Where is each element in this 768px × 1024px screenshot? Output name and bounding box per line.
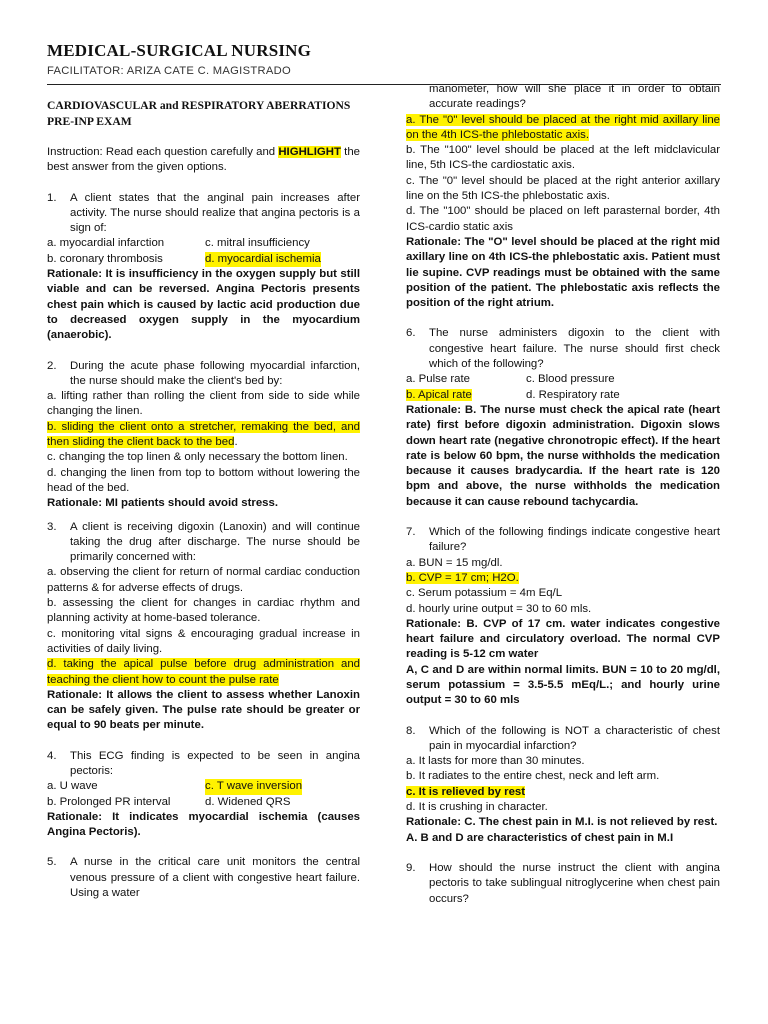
- left-column: [47, 96, 360, 901]
- option-d: d. Widened QRS: [205, 795, 291, 808]
- question-4: 4. This ECG finding is expected to be seen in angina pectoris: a. U wave c. T wave inversion b. Prolonged PR interval d. Widened QRS Rationale: It indicates myocardial ischemia (causes Angina Pectoris).: [47, 749, 360, 841]
- instruction: Instruction: Read each question carefully and HIGHLIGHT the best answer from the given options.: [47, 146, 360, 174]
- question-text: A client is receiving digoxin (Lanoxin) and will continue taking the drug after discharge. The nurse should be primarily concerned with:: [70, 520, 360, 564]
- option-a: a. Pulse rate: [406, 373, 470, 386]
- question-text: A nurse in the critical care unit monitors the central venous pressure of a client with congestive heart failure. Using a water: [70, 856, 360, 900]
- question-text: Which of the following is NOT a characteristic of chest pain in myocardial infarction?: [429, 724, 720, 752]
- exam-title: CARDIOVASCULAR and RESPIRATORY ABERRATIONS PRE-INP EXAM: [47, 99, 351, 128]
- option-c-answer: c. T wave inversion: [205, 779, 302, 794]
- option-b: b. The "100" level should be placed at the left midclavicular line, 5th ICS-the cardiostatic axis.: [406, 144, 720, 172]
- option-d-answer: d. taking the apical pulse before drug administration and teaching the client how to count the pulse rate: [47, 658, 360, 686]
- instruction-highlight: HIGHLIGHT: [278, 146, 341, 158]
- option-a: a. U wave: [47, 780, 98, 793]
- rationale: Rationale: It allows the client to assess whether Lanoxin can be safely given. The pulse rate should be greater or equal to 90 beats per minute.: [47, 688, 360, 732]
- option-a-answer: a. The "0" level should be placed at the right mid axillary line on the 4th ICS-the phlebostatic axis.: [406, 113, 720, 141]
- option-d: d. hourly urine output = 30 to 60 mls.: [406, 602, 592, 615]
- question-8: 8. Which of the following is NOT a characteristic of chest pain in myocardial infarction? a. It lasts for more than 30 minutes. b. It radiates to the entire chest, neck and left arm. c. It is relieved by rest d. It is crushing in character. Rationale: C. The chest pain in M.I. is not relieved by rest. A. B and D are characteristics of chest pain in M.I: [406, 724, 720, 846]
- question-6: 6. The nurse administers digoxin to the client with congestive heart failure. The nurse should first check which of the following? a. Pulse rate c. Blood pressure b. Apical rate d. Respiratory rate Rationale: B. The nurse must check the apical rate (heart rate) first before digoxin administration. Digoxin slows down heart rate (negative chronotropic effect). If the heart rate is below 60 bpm, the nurse withholds the medication because it causes bradycardia. If the heart rate is 120 bpm and above, the nurse withholds the medication because it can cause rebound tachycardia.: [406, 326, 720, 510]
- question-1: 1. A client states that the anginal pain increases after activity. The nurse should realize that angina pectoris is a sign of: a. myocardial infarction c. mitral insufficiency b. coronary thrombosis d. myocardial ischemia Rationale: It is insufficiency in the oxygen supply but still viable and can be reversed. Angina Pectoris presents chest pain which is caused by lactic acid production due to decreased oxygen supply in the myocardium (anaerobic).: [47, 191, 360, 344]
- option-c-answer: c. It is relieved by rest: [406, 785, 526, 798]
- rationale: Rationale: B. The nurse must check the apical rate (heart rate) first before digoxin administration. Digoxin slows down heart rate (negative chronotropic effect). If the heart rate is below 60 bpm, the nurse withholds the medication because it causes bradycardia. If the heart rate is 120 bpm and above, the nurse withholds the medication because it can cause rebound tachycardia.: [406, 403, 720, 508]
- option-b: b. assessing the client for changes in cardiac rhythm and planning activity at home-based tolerance.: [47, 597, 360, 625]
- option-c: c. mitral insufficiency: [205, 237, 310, 250]
- rationale: Rationale: B. CVP of 17 cm. water indicates congestive heart failure and circulatory overload. The normal CVP reading is 5-12 cm water: [406, 617, 720, 661]
- question-7: 7. Which of the following findings indicate congestive heart failure? a. BUN = 15 mg/dl. b. CVP = 17 cm; H2O. c. Serum potassium = 4m Eq/L d. hourly urine output = 30 to 60 mls. Rationale: B. CVP of 17 cm. water indicates congestive heart failure and circulatory overload. The normal CVP reading is 5-12 cm water A, C and D are within normal limits. BUN = 10 to 20 mg/dl, serum potassium = 3.5-5.5 mEq/L.; and hourly urine output = 30 to 60 mls: [406, 525, 720, 709]
- rationale: Rationale: It is insufficiency in the oxygen supply but still viable and can be reversed. Angina Pectoris presents chest pain which is caused by lactic acid production due to decreased oxygen supply in the myocardium (anaerobic).: [47, 268, 360, 342]
- option-b-answer: b. Apical rate: [406, 388, 472, 401]
- course-title: MEDICAL-SURGICAL NURSING: [47, 41, 312, 60]
- question-text: A client states that the anginal pain increases after activity. The nurse should realize that angina pectoris is a sign of:: [70, 191, 360, 235]
- rationale: Rationale: It indicates myocardial ischemia (causes Angina Pectoris).: [47, 810, 360, 839]
- option-a: a. lifting rather than rolling the client from side to side while changing the linen.: [47, 390, 360, 418]
- option-d-answer: d. myocardial ischemia: [205, 252, 321, 267]
- option-b-answer: b. CVP = 17 cm; H2O.: [406, 571, 519, 584]
- option-b: b. coronary thrombosis: [47, 252, 163, 265]
- right-column: [406, 82, 720, 907]
- question-text: Which of the following findings indicate congestive heart failure?: [429, 526, 720, 554]
- rationale: Rationale: The "O" level should be placed at the right mid axillary line on 4th ICS-the phlebostatic axis. Patient must lie supine. CVP readings must be obtained with the same position of the patient. The phlebostatic axis reflects the position of the right atrium.: [406, 235, 720, 310]
- question-text: How should the nurse instruct the client with angina pectoris to take sublingual nitroglycerine when chest pain occurs?: [429, 861, 720, 905]
- question-9: 9. How should the nurse instruct the client with angina pectoris to take sublingual nitroglycerine when chest pain occurs?: [406, 861, 720, 907]
- option-d: d. The "100" should be placed on left parasternal border, 4th ICS-cardio static axis: [406, 205, 720, 233]
- option-d: d. It is crushing in character.: [406, 801, 548, 814]
- option-d: d. changing the linen from top to bottom without lowering the head of the bed.: [47, 466, 360, 494]
- option-c: c. Blood pressure: [526, 373, 615, 386]
- option-a: a. BUN = 15 mg/dl.: [406, 556, 503, 569]
- option-a: a. It lasts for more than 30 minutes.: [406, 755, 585, 768]
- question-text: This ECG finding is expected to be seen in angina pectoris:: [70, 749, 360, 777]
- rationale-note: A, C and D are within normal limits. BUN = 10 to 20 mg/dl, serum potassium = 3.5-5.5 mEq/L.; and hourly urine output = 30 to 60 mls: [406, 663, 720, 707]
- question-text-continued: manometer, how will she place it in order to obtain accurate readings?: [429, 83, 720, 111]
- question-5: 5. A nurse in the critical care unit monitors the central venous pressure of a client with congestive heart failure. Using a water: [47, 855, 360, 901]
- option-c: c. The "0" level should be placed at the right anterior axillary line on the 5th ICS-the phlebostatic axis.: [406, 174, 720, 203]
- option-b-answer: b. sliding the client onto a stretcher, remaking the bed, and then sliding the client back to the bed.: [47, 420, 360, 449]
- facilitator-line: FACILITATOR: ARIZA CATE C. MAGISTRADO: [47, 65, 291, 77]
- question-text: The nurse administers digoxin to the client with congestive heart failure. The nurse should first check which of the following?: [429, 327, 720, 371]
- option-d: d. Respiratory rate: [526, 388, 620, 401]
- option-c: c. monitoring vital signs & encouraging gradual increase in activities of daily living.: [47, 627, 360, 655]
- option-b: b. Prolonged PR interval: [47, 795, 171, 808]
- rationale-note: A. B and D are characteristics of chest pain in M.I: [406, 831, 674, 844]
- question-text: During the acute phase following myocardial infarction, the nurse should make the client's bed by:: [70, 359, 360, 387]
- option-c: c. changing the top linen & only necessary the bottom linen.: [47, 451, 348, 464]
- option-a: a. myocardial infarction: [47, 237, 165, 250]
- question-3: 3. A client is receiving digoxin (Lanoxin) and will continue taking the drug after discharge. The nurse should be primarily concerned with: a. observing the client for return of normal cardiac conduction patterns & for adverse effects of drugs. b. assessing the client for changes in cardiac rhythm and planning activity at home-based tolerance. c. monitoring vital signs & encouraging gradual increase in activities of daily living. d. taking the apical pulse before drug administration and teaching the client how to count the pulse rate Rationale: It allows the client to assess whether Lanoxin can be safely given. The pulse rate should be greater or equal to 90 beats per minute.: [47, 520, 360, 734]
- option-b: b. It radiates to the entire chest, neck and left arm.: [406, 770, 660, 783]
- question-2: 2. During the acute phase following myocardial infarction, the nurse should make the client's bed by: a. lifting rather than rolling the client from side to side while changing the linen. b. sliding the client onto a stretcher, remaking the bed, and then sliding the client back to the bed. c. changing the top linen & only necessary the bottom linen. d. changing the linen from top to bottom without lowering the head of the bed. Rationale: MI patients should avoid stress.: [47, 359, 360, 512]
- option-c: c. Serum potassium = 4m Eq/L: [406, 587, 563, 600]
- option-a: a. observing the client for return of normal cardiac conduction patterns & for adverse effects of drugs.: [47, 566, 360, 594]
- rationale: Rationale: C. The chest pain in M.I. is not relieved by rest.: [406, 816, 718, 829]
- rationale: Rationale: MI patients should avoid stress.: [47, 497, 279, 510]
